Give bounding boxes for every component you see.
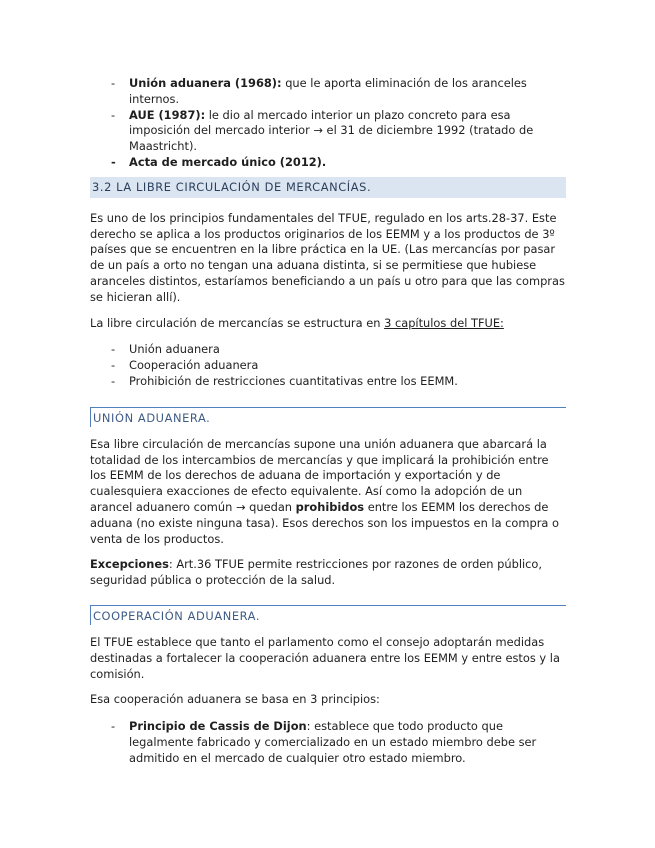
paragraph-text: : Art.36 TFUE permite restricciones por razones de orden público, seguridad pública o protección de la salud. bbox=[90, 557, 543, 588]
document-body bbox=[90, 72, 566, 767]
paragraph: Esa cooperación aduanera se basa en 3 principios: bbox=[90, 692, 380, 707]
list-item bbox=[90, 155, 566, 171]
paragraph-text: La libre circulación de mercancías se estructura en bbox=[90, 315, 385, 330]
paragraph bbox=[90, 557, 566, 589]
paragraph bbox=[90, 316, 566, 332]
list-item-text: : establece que todo producto que legalmente fabricado y comercializado en un estado miembro debe ser admitido en el mercado de cualquier otro estado miembro. bbox=[129, 719, 537, 765]
chapters-list bbox=[90, 342, 566, 389]
paragraph-text: Esa libre circulación de mercancías supone una unión aduanera que abarcará la totalidad de los intercambios de mercancías y que implicará la prohibición entre los EEMM de los derechos de aduana de importación y exportación y de cualesquiera exacciones de efecto equivalente. Así como la adopción de un arancel aduanero común → quedan bbox=[90, 436, 549, 514]
paragraph-text: entre los EEMM los derechos de aduana (no existe ninguna tasa). Esos derechos son los impuestos en la compra o venta de los productos. bbox=[90, 499, 559, 546]
list-item: - Cooperación aduanera bbox=[90, 358, 566, 374]
list-item-bold: Acta de mercado único (2012). bbox=[129, 154, 327, 169]
paragraph: Es uno de los principios fundamentales del TFUE, regulado en los arts.28-37. Este derecho se aplica a los productos originarios de los EEMM y a los productos de 3º países que se encuentren en la libre práctica en la UE. (Las mercancías por pasar de un país a orto no tengan una aduana distinta, si se permitiese que hubiese aranceles distintos, estaríamos beneficiando a un país u otro para que las compras se hicieran allí). bbox=[90, 210, 565, 304]
list-item-text: que le aporta eliminación de los aranceles internos. bbox=[129, 76, 527, 106]
section-heading-union: UNIÓN ADUANERA. bbox=[90, 407, 566, 427]
list-item-text: le dio al mercado interior un plazo concreto para esa imposición del mercado interior → el 31 de diciembre 1992 (tratado de Maastricht). bbox=[129, 107, 534, 154]
list-item-bold: AUE (1987): bbox=[129, 107, 206, 122]
list-item-bold: Principio de Cassis de Dijon bbox=[129, 719, 307, 734]
paragraph: El TFUE establece que tanto el parlamento como el consejo adoptarán medidas destinadas a fortalecer la cooperación aduanera entre los EEMM y entre estos y la comisión. bbox=[90, 634, 560, 681]
list-item: - Prohibición de restricciones cuantitativas entre los EEMM. bbox=[90, 374, 566, 390]
underlined-text: 3 capítulos del TFUE: bbox=[384, 315, 504, 330]
list-item bbox=[90, 76, 566, 108]
section-heading-cooperacion: COOPERACIÓN ADUANERA. bbox=[90, 605, 566, 625]
list-item-bold: Unión aduanera (1968): bbox=[129, 76, 282, 90]
paragraph bbox=[90, 437, 566, 548]
list-item bbox=[90, 719, 566, 766]
section-heading-3-2: 3.2 LA LIBRE CIRCULACIÓN DE MERCANCÍAS. bbox=[90, 177, 566, 198]
bold-text: Excepciones bbox=[90, 557, 169, 572]
history-list bbox=[90, 76, 566, 171]
list-item: - Unión aduanera bbox=[90, 342, 566, 358]
list-item bbox=[90, 108, 566, 155]
bold-text: prohibidos bbox=[295, 499, 365, 514]
principles-list bbox=[90, 719, 566, 766]
